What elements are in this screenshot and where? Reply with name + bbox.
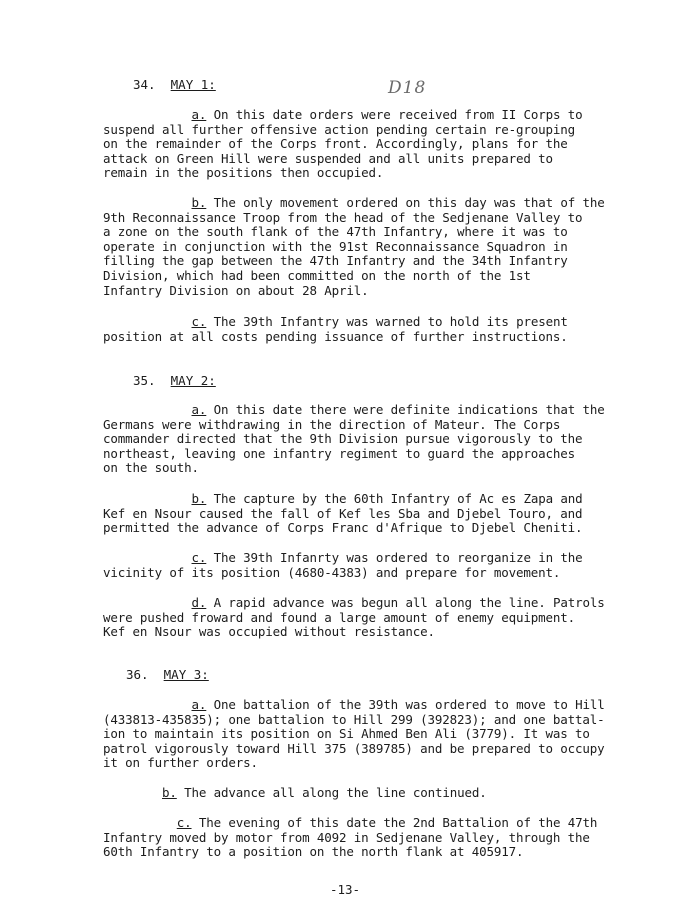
paragraph-letter: d. bbox=[191, 595, 207, 610]
handwritten-note: D18 bbox=[388, 78, 427, 98]
paragraph-letter: c. bbox=[191, 314, 207, 329]
paragraph bbox=[103, 195, 605, 298]
paragraph bbox=[103, 551, 593, 580]
section-number: 36. bbox=[126, 667, 149, 682]
paragraph bbox=[103, 697, 605, 771]
paragraph-line: it on further orders. bbox=[103, 755, 258, 771]
paragraph-line: position at all costs pending issuance of further instructions. bbox=[103, 328, 568, 344]
paragraph-line: b. The advance all along the line continued. bbox=[162, 785, 487, 800]
paragraph-line: suspend all further offensive action pending certain re-grouping bbox=[103, 121, 576, 137]
paragraph-line: patrol vigorously toward Hill 375 (389785) and be prepared to occupy bbox=[103, 740, 605, 756]
paragraph-line: a zone on the south flank of the 47th Infantry, where it was to bbox=[103, 224, 568, 240]
paragraph-line: Division, which had been committed on the north of the 1st bbox=[103, 267, 531, 283]
paragraph-line: attack on Green Hill were suspended and all units prepared to bbox=[103, 150, 553, 166]
paragraph-line: c. The evening of this date the 2nd Battalion of the 47th bbox=[176, 815, 598, 830]
paragraph-line: a. On this date there were definite indications that the bbox=[191, 402, 605, 417]
paragraph-line: Infantry moved by motor from 4092 in Sedjenane Valley, through the bbox=[103, 829, 590, 845]
paragraph-line: on the remainder of the Corps front. Accordingly, plans for the bbox=[103, 136, 568, 152]
paragraph-line: c. The 39th Infantry was warned to hold its present bbox=[191, 314, 568, 329]
section-number: 34. bbox=[133, 77, 156, 92]
paragraph-line: c. The 39th Infanrty was ordered to reorganize in the bbox=[191, 550, 583, 565]
paragraph-line: northeast, leaving one infantry regiment to guard the approaches bbox=[103, 445, 576, 461]
paragraph-letter: b. bbox=[191, 491, 207, 506]
paragraph-line: on the south. bbox=[103, 460, 199, 476]
paragraph-line: ion to maintain its position on Si Ahmed Ben Ali (3779). It was to bbox=[103, 726, 590, 742]
paragraph bbox=[103, 815, 598, 860]
paragraph-line: remain in the positions then occupied. bbox=[103, 165, 384, 181]
section-heading bbox=[133, 373, 216, 388]
paragraph-line: were pushed froward and found a large amount of enemy equipment. bbox=[103, 609, 576, 625]
paragraph-line: commander directed that the 9th Division pursue vigorously to the bbox=[103, 431, 583, 447]
paragraph-line: 60th Infantry to a position on the north flank at 405917. bbox=[103, 844, 524, 860]
paragraph bbox=[103, 108, 593, 181]
paragraph-line: permitted the advance of Corps Franc d'Afrique to Djebel Cheniti. bbox=[103, 520, 583, 536]
paragraph-line: Kef en Nsour caused the fall of Kef les Sba and Djebel Touro, and bbox=[103, 505, 583, 521]
paragraph-line: a. One battalion of the 39th was ordered to move to Hill bbox=[191, 697, 605, 712]
section-date: MAY 1: bbox=[170, 77, 216, 92]
paragraph-letter: c. bbox=[191, 550, 207, 565]
paragraph-line: b. The capture by the 60th Infantry of Ac es Zapa and bbox=[191, 491, 583, 506]
paragraph-line: b. The only movement ordered on this day was that of the bbox=[191, 195, 605, 210]
paragraph-letter: a. bbox=[191, 402, 207, 417]
paragraph-line: Infantry Division on about 28 April. bbox=[103, 282, 369, 298]
paragraph bbox=[103, 402, 605, 476]
paragraph-line: vicinity of its position (4680-4383) and prepare for movement. bbox=[103, 564, 561, 580]
paragraph-line: Germans were withdrawing in the direction of Mateur. The Corps bbox=[103, 416, 561, 432]
paragraph-line: a. On this date orders were received from II Corps to bbox=[191, 107, 583, 122]
paragraph bbox=[103, 595, 605, 640]
paragraph bbox=[103, 492, 593, 536]
paragraph-letter: a. bbox=[191, 107, 207, 122]
paragraph-line: operate in conjunction with the 91st Reconnaissance Squadron in bbox=[103, 238, 568, 254]
paragraph-line: (433813-435835); one battalion to Hill 299 (392823); and one battal- bbox=[103, 711, 605, 727]
section-heading bbox=[126, 667, 209, 682]
section-number: 35. bbox=[133, 373, 156, 388]
paragraph-letter: a. bbox=[191, 697, 207, 712]
paragraph-line: d. A rapid advance was begun all along the line. Patrols bbox=[191, 595, 605, 610]
section-date: MAY 2: bbox=[170, 373, 216, 388]
paragraph-line: Kef en Nsour was occupied without resistance. bbox=[103, 624, 435, 640]
paragraph bbox=[103, 315, 593, 344]
section-heading bbox=[133, 77, 216, 92]
paragraph-line: 9th Reconnaissance Troop from the head of the Sedjenane Valley to bbox=[103, 209, 583, 225]
paragraph-letter: c. bbox=[176, 815, 192, 830]
paragraph-letter: b. bbox=[191, 195, 207, 210]
page-number: -13- bbox=[329, 882, 361, 897]
paragraph bbox=[103, 786, 593, 801]
section-date: MAY 3: bbox=[163, 667, 209, 682]
paragraph-line: filling the gap between the 47th Infantry and the 34th Infantry bbox=[103, 253, 568, 269]
paragraph-letter: b. bbox=[162, 785, 177, 800]
